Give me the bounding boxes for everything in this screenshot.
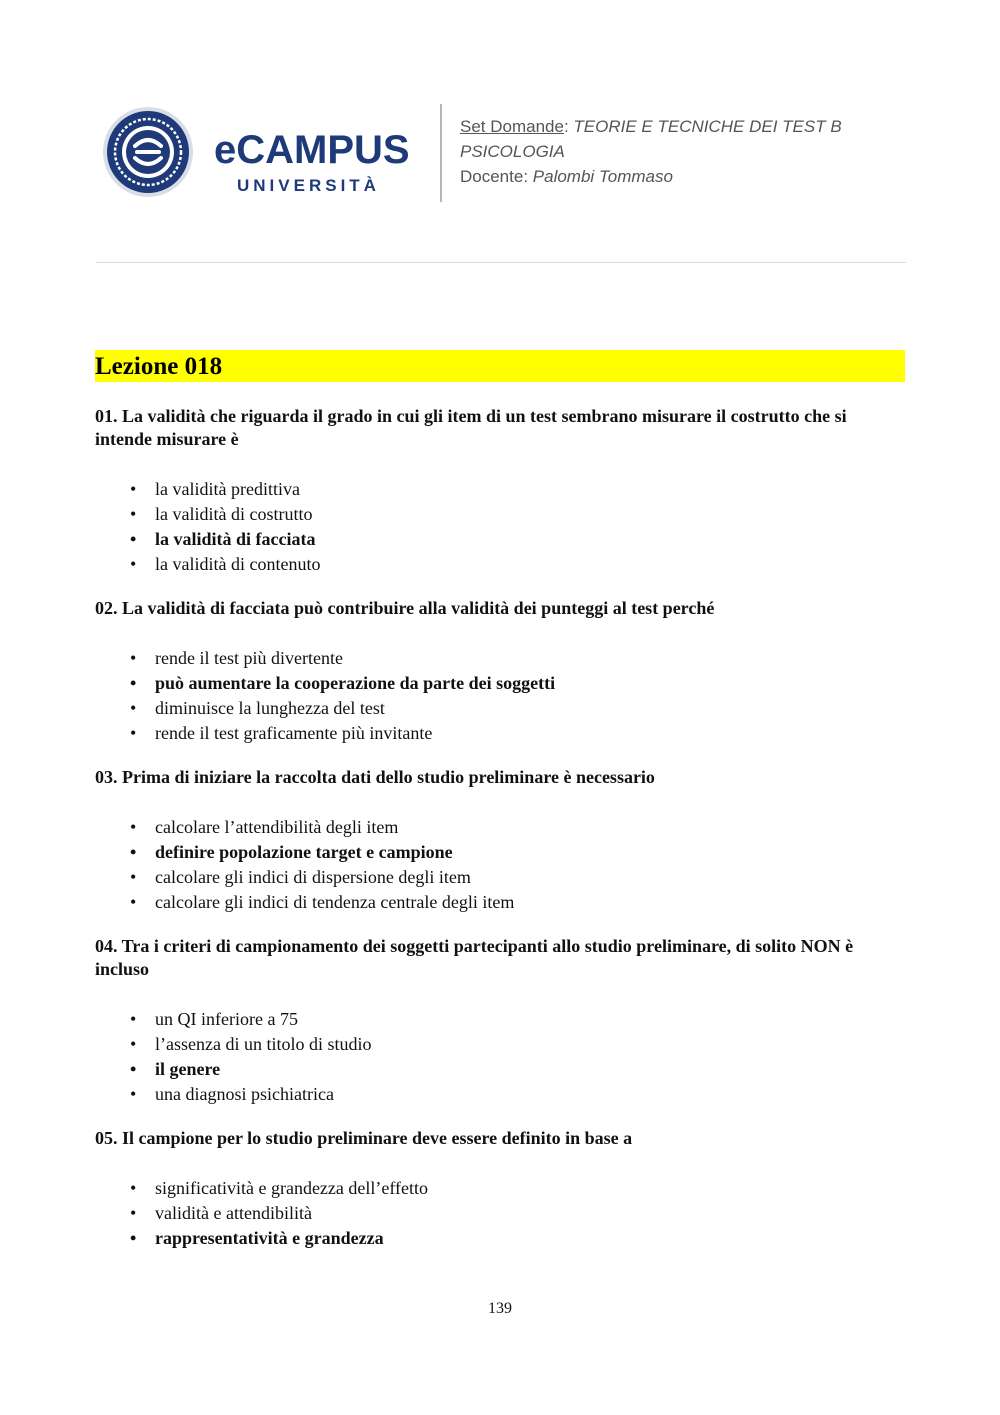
answer-list	[95, 1176, 895, 1251]
answer-item-correct: • la validità di facciata	[95, 527, 895, 552]
docente-value: Palombi Tommaso	[532, 167, 673, 186]
question-text: 02. La validità di facciata può contribuire alla validità dei punteggi al test perché	[95, 598, 715, 618]
page-header	[96, 100, 906, 210]
question-block	[95, 935, 895, 1107]
answer-list	[95, 1007, 895, 1107]
docente-separator: :	[523, 167, 533, 186]
docente-line	[460, 164, 842, 189]
answer-item-correct: • il genere	[95, 1057, 895, 1082]
question-block	[95, 405, 895, 577]
course-meta	[460, 114, 842, 189]
question-text: 03. Prima di iniziare la raccolta dati dello studio preliminare è necessario	[95, 767, 655, 787]
lesson-title: Lezione 018	[95, 350, 905, 382]
answer-item-correct: • definire popolazione target e campione	[95, 840, 895, 865]
answer-item: • la validità di costrutto	[95, 502, 895, 527]
set-value: TEORIE E TECNICHE DEI TEST B	[573, 117, 842, 136]
header-divider	[440, 104, 442, 202]
answer-item-correct: • può aumentare la cooperazione da parte dei soggetti	[95, 671, 895, 696]
answer-item: • calcolare gli indici di dispersione degli item	[95, 865, 895, 890]
header-rule	[96, 262, 906, 263]
answer-item: • diminuisce la lunghezza del test	[95, 696, 895, 721]
questions-list	[95, 405, 895, 1271]
page-number: 139	[488, 1300, 512, 1317]
question-block	[95, 766, 895, 915]
answer-item: • significatività e grandezza dell’effetto	[95, 1176, 895, 1201]
answer-item: • la validità predittiva	[95, 477, 895, 502]
set-label: Set Domande	[460, 117, 564, 136]
answer-list	[95, 815, 895, 915]
answer-item: • la validità di contenuto	[95, 552, 895, 577]
question-text: 04. Tra i criteri di campionamento dei soggetti partecipanti allo studio preliminare, di solito NON è incluso	[95, 936, 854, 979]
answer-item: • un QI inferiore a 75	[95, 1007, 895, 1032]
answer-list	[95, 646, 895, 746]
answer-item: • l’assenza di un titolo di studio	[95, 1032, 895, 1057]
answer-item: • calcolare gli indici di tendenza centrale degli item	[95, 890, 895, 915]
answer-item: • rende il test più divertente	[95, 646, 895, 671]
logo-subtitle: UNIVERSITÀ	[237, 176, 380, 195]
question-text: 05. Il campione per lo studio preliminare deve essere definito in base a	[95, 1128, 633, 1148]
docente-label: Docente	[460, 167, 524, 186]
question-block	[95, 597, 895, 746]
answer-item: • validità e attendibilità	[95, 1201, 895, 1226]
answer-item-correct: • rappresentatività e grandezza	[95, 1226, 895, 1251]
answer-item: • calcolare l’attendibilità degli item	[95, 815, 895, 840]
set-value-line2: PSICOLOGIA	[460, 142, 565, 161]
logo-wordmark: eCAMPUS	[214, 128, 410, 172]
set-line	[460, 114, 842, 139]
answer-list	[95, 477, 895, 577]
question-text: 01. La validità che riguarda il grado in cui gli item di un test sembrano misurare il costrutto che si intende misurare è	[95, 406, 847, 449]
ecampus-seal-icon	[102, 106, 194, 198]
answer-item: • rende il test graficamente più invitante	[95, 721, 895, 746]
set-separator: :	[563, 117, 574, 136]
answer-item: • una diagnosi psichiatrica	[95, 1082, 895, 1107]
question-block	[95, 1127, 895, 1251]
